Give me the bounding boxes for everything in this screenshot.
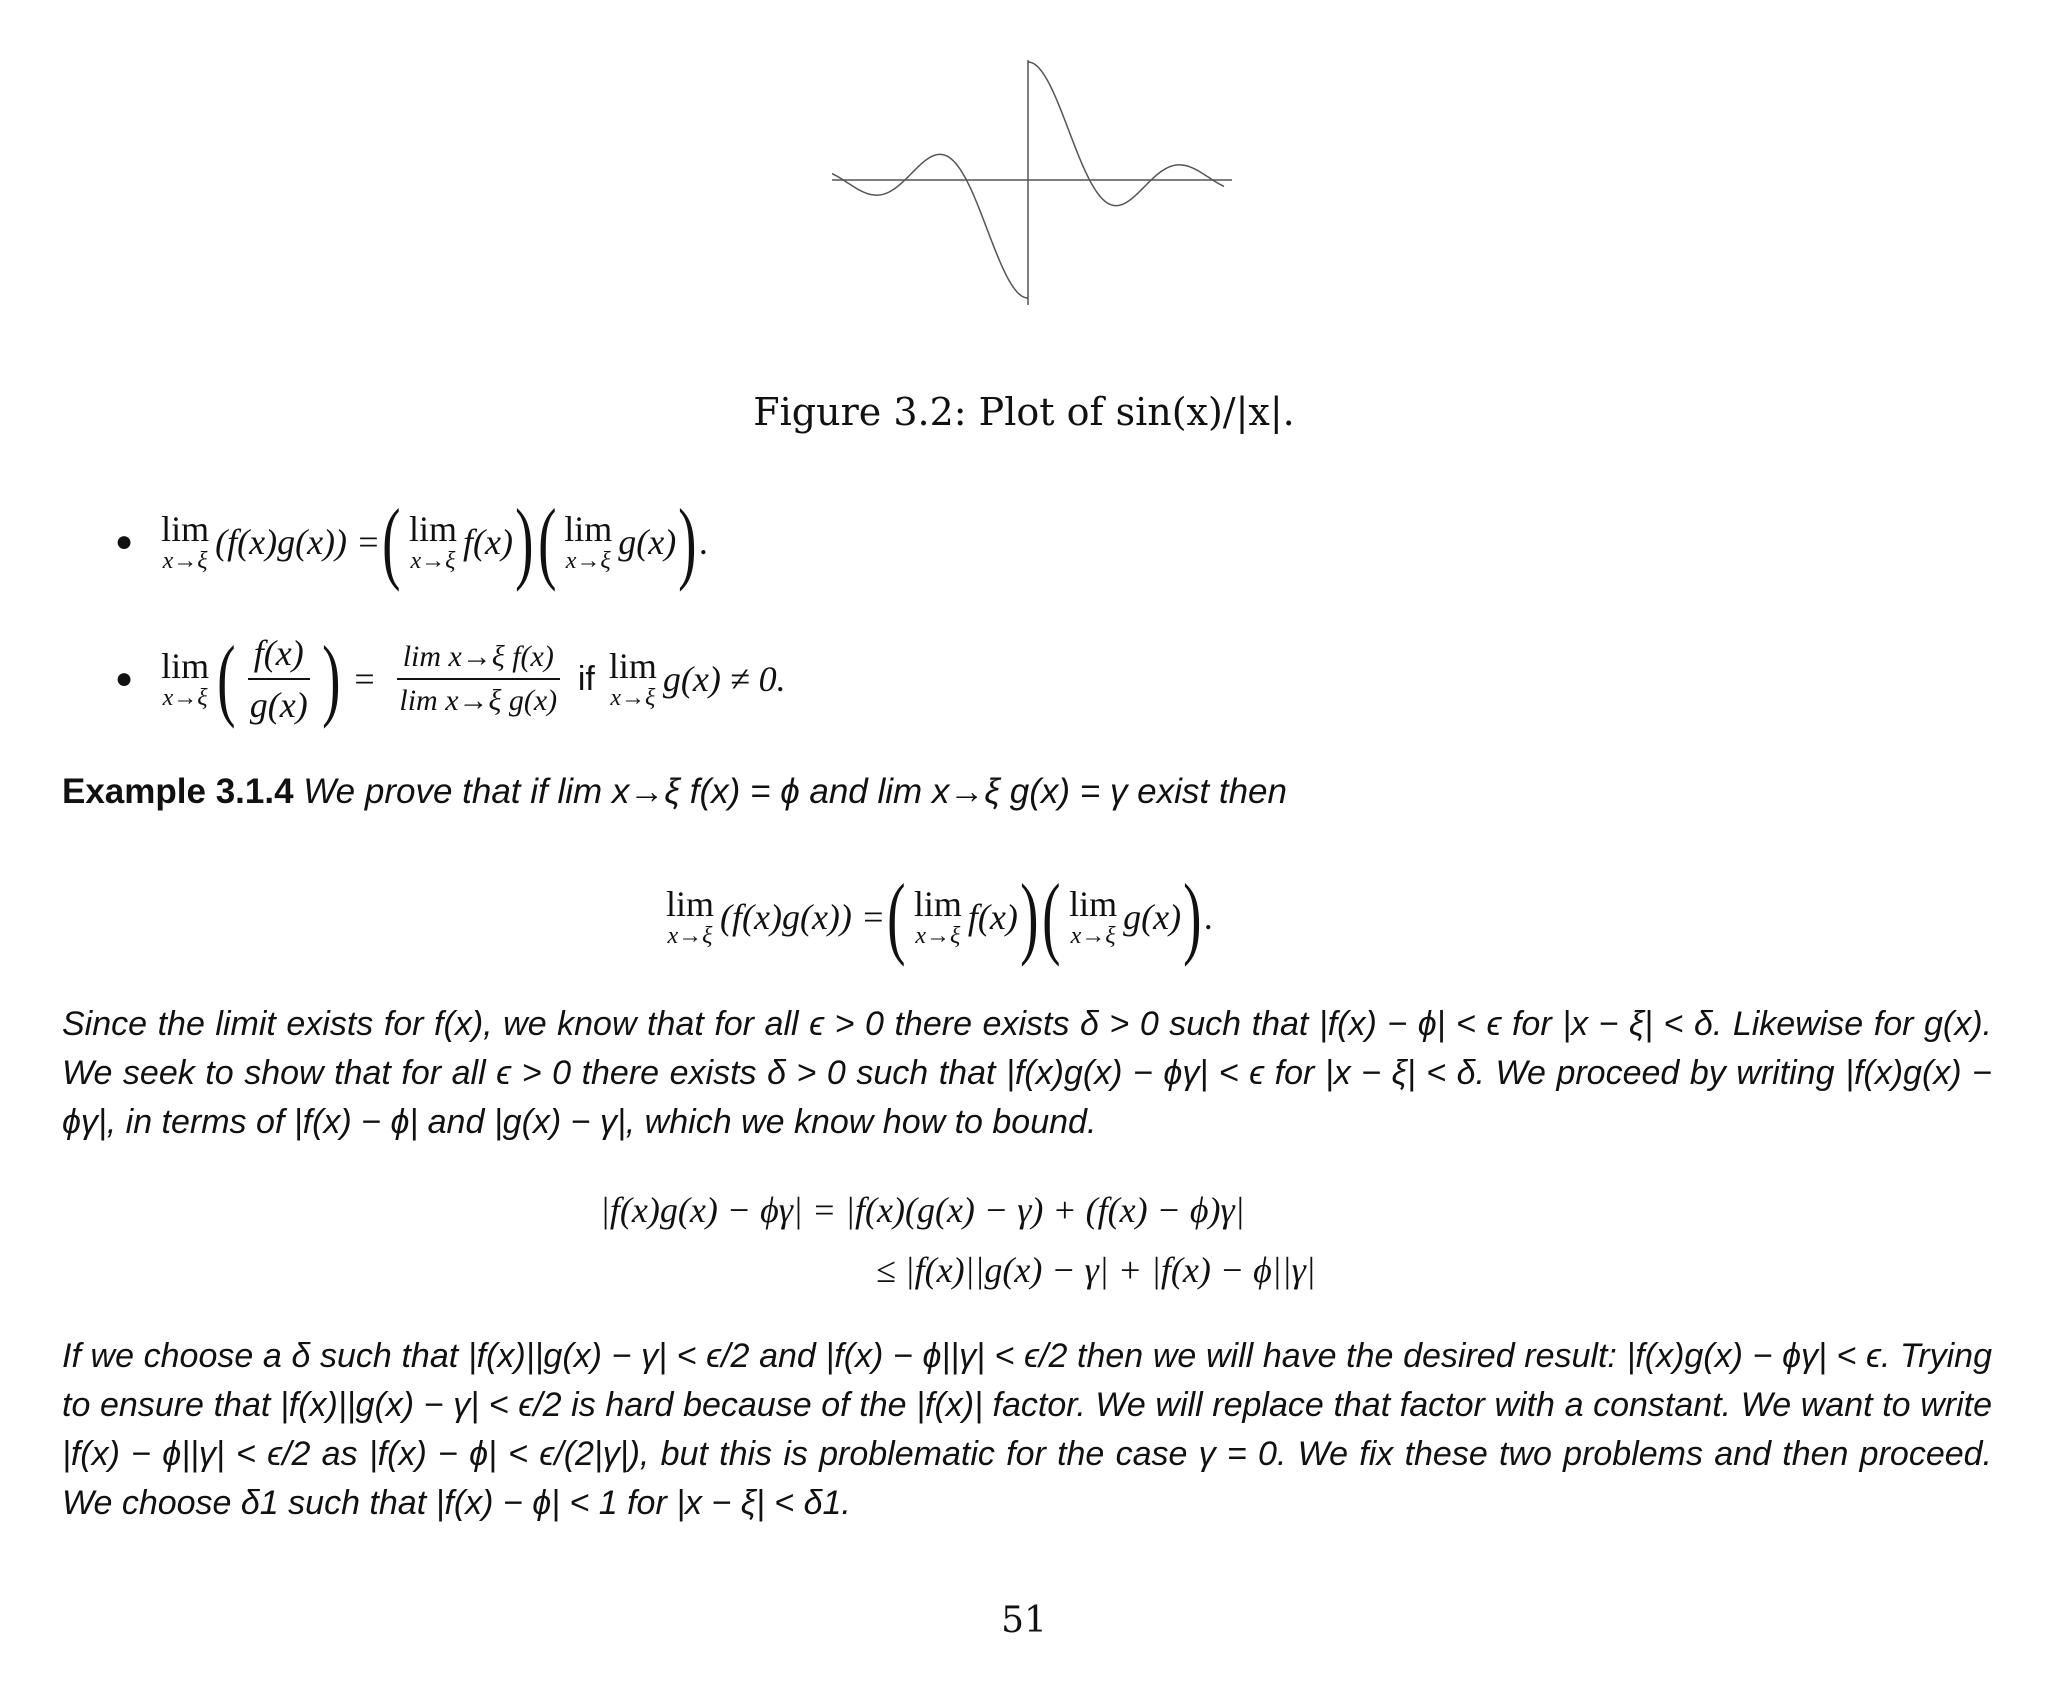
example-statement	[62, 772, 1287, 812]
nonzero-condition: g(x) ≠ 0.	[662, 659, 786, 699]
proof-paragraph-1: Since the limit exists for f(x), we know that for all ϵ > 0 there exists δ > 0 such that |f(x) − ϕ| < ϵ for |x − ξ| < δ. Likewise for g(x). We seek to show that for all ϵ > 0 there exists δ > 0 such that |f(x)g(x) − ϕγ| < ϵ for |x − ξ| < δ. We proceed by writing |f(x)g(x) − ϕγ|, in terms of |f(x) − ϕ| and |g(x) − γ|, which we know how to bound.	[62, 1005, 1992, 1141]
curve-negative-x	[832, 154, 1028, 298]
lhs-expression: (f(x)g(x)) =	[215, 521, 381, 562]
lim-operator: lim x→ξ	[408, 508, 457, 574]
right-paren: )	[515, 490, 534, 592]
lhs-expression: (f(x)g(x)) =	[720, 896, 886, 937]
limit-ratio-fraction: $\frac{\text{lim x→ξ f(x)}}{\text{lim x→ξ g(x)}}$	[397, 640, 560, 718]
figure-caption: Figure 3.2: Plot of sin(x)/|x|.	[753, 390, 1295, 434]
period: .	[1203, 896, 1213, 937]
equation-line-2: ≤ |f(x)||g(x) − γ| + |f(x) − ϕ||γ|	[876, 1250, 1316, 1290]
if-word: if	[577, 659, 595, 698]
page-number: 51	[1001, 1600, 1047, 1641]
lim-operator: lim x→ξ	[608, 646, 657, 711]
lim-operator: lim x→ξ	[666, 883, 715, 949]
right-paren: )	[1183, 865, 1202, 967]
left-paren: (	[217, 627, 236, 730]
curve-positive-x	[1028, 62, 1224, 206]
right-paren: )	[678, 490, 697, 592]
equation-line-1: |f(x)g(x) − ϕγ| = |f(x)(g(x) − γ) + (f(x) − ϕ)γ|	[600, 1190, 1245, 1230]
period: .	[698, 521, 708, 562]
bullet-quotient-rule	[115, 627, 786, 730]
lim-operator: lim x→ξ	[161, 646, 210, 711]
bullet-product-rule	[115, 490, 708, 592]
lim-operator: lim x→ξ	[161, 508, 210, 574]
left-paren: (	[537, 490, 557, 592]
left-paren: (	[887, 865, 906, 967]
right-paren: )	[1019, 865, 1039, 967]
g-term: g(x)	[1123, 896, 1182, 937]
lim-operator: lim x→ξ	[1069, 883, 1118, 949]
left-paren: (	[1042, 865, 1061, 967]
quotient-fraction: $\frac{f(x)}{g(x)}$	[249, 633, 308, 725]
aligned-inequality	[600, 1180, 1316, 1300]
f-term: f(x)	[462, 521, 513, 562]
bullet-dot: ●	[115, 524, 134, 558]
lim-operator: lim x→ξ	[564, 508, 613, 574]
bullet-dot: ●	[115, 662, 134, 695]
right-paren: )	[321, 627, 341, 730]
example-label: Example 3.1.4	[62, 772, 294, 811]
left-paren: (	[382, 490, 401, 592]
lim-operator: lim x→ξ	[913, 883, 962, 949]
equals-sign: =	[354, 659, 375, 699]
display-equation	[660, 865, 1213, 967]
proof-paragraph-2: If we choose a δ such that |f(x)||g(x) − γ| < ϵ/2 and |f(x) − ϕ||γ| < ϵ/2 then we will have the desired result: |f(x)g(x) − ϕγ| < ϵ. Trying to ensure that |f(x)||g(x) − γ| < ϵ/2 is hard because of the |f(x)| factor. We will replace that factor with a constant. We want to write |f(x) − ϕ||γ| < ϵ/2 as |f(x) − ϕ| < ϵ/(2|γ|), but this is problematic for the case γ = 0. We fix these two problems and then proceed. We choose δ1 such that |f(x) − ϕ| < 1 for |x − ξ| < δ1.	[62, 1337, 1992, 1522]
f-term: f(x)	[967, 896, 1018, 937]
g-term: g(x)	[618, 521, 677, 562]
sinc-abs-plot	[832, 55, 1232, 315]
example-text: We prove that if lim x→ξ f(x) = ϕ and lim x→ξ g(x) = γ exist then	[303, 772, 1287, 811]
